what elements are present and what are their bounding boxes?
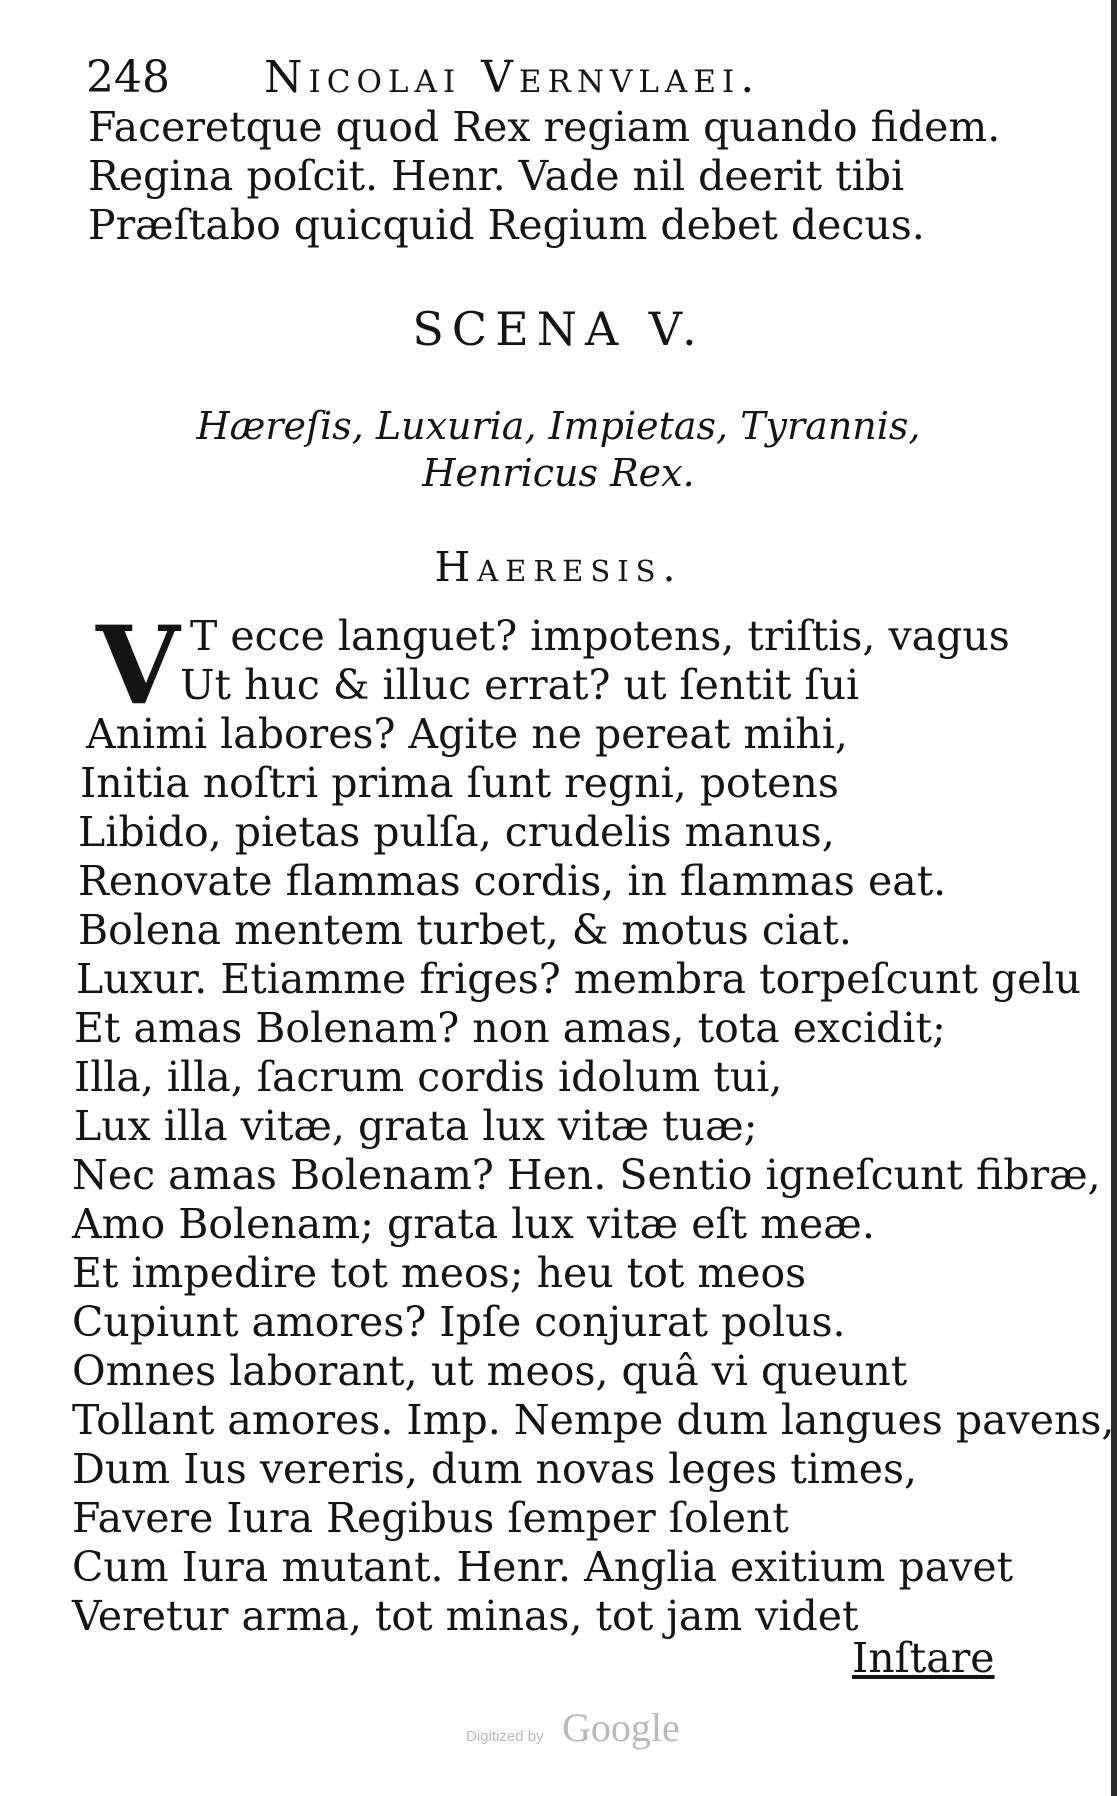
- text-line: Libido, pietas pulſa, crudelis manus,: [78, 808, 835, 856]
- text-line: Bolena mentem turbet, & motus ciat.: [78, 906, 852, 954]
- running-head: Nicolai Vernvlaei.: [264, 52, 761, 103]
- text-line: T ecce languet? impotens, triſtis, vagus: [190, 612, 1010, 660]
- text-line: Tollant amores. Imp. Nempe dum langues pavens,: [72, 1396, 1115, 1444]
- text-line: Cupiunt amores? Ipſe conjurat polus.: [72, 1298, 846, 1346]
- speaker-heading: Haeresis.: [434, 543, 683, 591]
- text-line: Lux illa vitæ, grata lux vitæ tuæ;: [74, 1102, 758, 1150]
- text-line: Luxur. Etiamme friges? membra torpeſcunt gelu: [76, 955, 1081, 1003]
- text-line: Omnes laborant, ut meos, quâ vi queunt: [72, 1347, 908, 1395]
- text-line: Favere Iura Regibus ſemper ſolent: [72, 1494, 789, 1542]
- character-list-line: Hæreſis, Luxuria, Impietas, Tyrannis,: [196, 404, 921, 448]
- text-line: Ut huc & illuc errat? ut ſentit ſui: [180, 661, 860, 709]
- text-line: Veretur arma, tot minas, tot jam videt: [72, 1592, 859, 1640]
- page-edge: [1111, 0, 1117, 1796]
- text-line: Faceretque quod Rex regiam quando fidem.: [88, 103, 1001, 151]
- scene-title: SCENA V.: [412, 302, 705, 356]
- watermark-prefix: Digitized by: [466, 1728, 544, 1745]
- text-line: Regina poſcit. Henr. Vade nil deerit tibi: [88, 152, 905, 200]
- text-line: Nec amas Bolenam? Hen. Sentio igneſcunt fibræ,: [72, 1151, 1101, 1199]
- text-line: Animi labores? Agite ne pereat mihi,: [86, 710, 848, 758]
- text-line: Amo Bolenam; grata lux vitæ eſt meæ.: [72, 1200, 875, 1248]
- page-number: 248: [86, 52, 170, 103]
- catchword: Inſtare: [852, 1634, 995, 1682]
- text-line: Dum Ius vereris, dum novas leges times,: [72, 1445, 918, 1493]
- drop-capital: V: [96, 603, 180, 729]
- text-line: Illa, illa, ſacrum cordis idolum tui,: [74, 1053, 783, 1101]
- text-line: Initia noſtri prima ſunt regni, potens: [80, 759, 839, 807]
- google-logo: Google: [562, 1705, 680, 1750]
- digitized-watermark: [466, 1702, 726, 1762]
- text-line: Præſtabo quicquid Regium debet decus.: [88, 201, 925, 249]
- text-line: Et impedire tot meos; heu tot meos: [72, 1249, 807, 1297]
- text-line: Et amas Bolenam? non amas, tota excidit;: [74, 1004, 946, 1052]
- text-line: Cum Iura mutant. Henr. Anglia exitium pavet: [72, 1543, 1014, 1591]
- text-line: Renovate flammas cordis, in flammas eat.: [78, 857, 947, 905]
- character-list-line: Henricus Rex.: [422, 451, 695, 495]
